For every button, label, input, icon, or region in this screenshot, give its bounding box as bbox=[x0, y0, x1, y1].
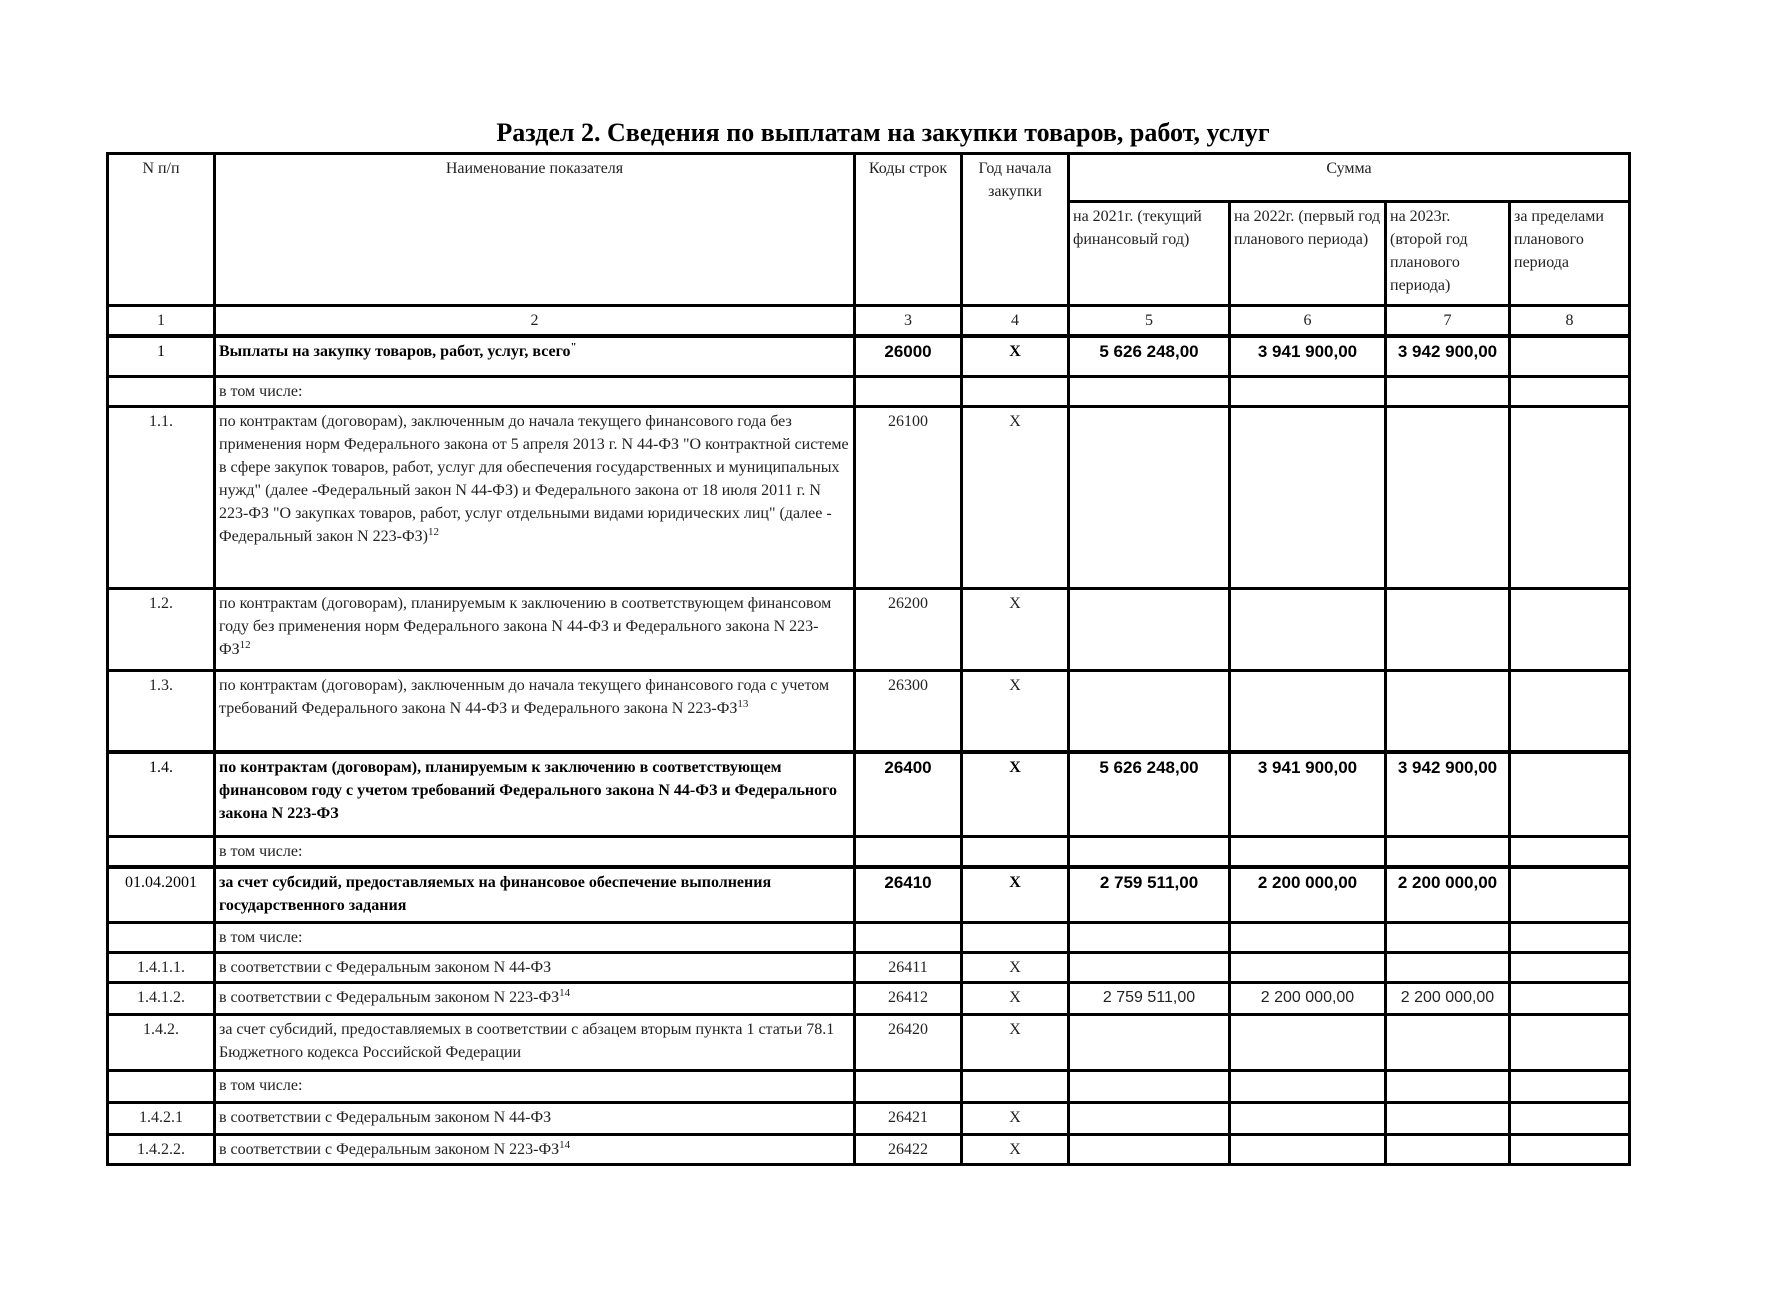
header-code: Коды строк bbox=[855, 154, 962, 306]
row-year: Х bbox=[962, 983, 1069, 1015]
row-name-text: в соответствии с Федеральным законом N 44-ФЗ bbox=[219, 1109, 552, 1126]
table-row bbox=[108, 1071, 1630, 1103]
row-name-text: в соответствии с Федеральным законом N 223-ФЗ bbox=[219, 989, 560, 1006]
row-name bbox=[215, 406, 855, 588]
row-number: 1.3. bbox=[108, 670, 215, 752]
row-name bbox=[215, 752, 855, 836]
row-year bbox=[962, 836, 1069, 867]
value-2021 bbox=[1069, 953, 1230, 983]
value-2021 bbox=[1069, 1015, 1230, 1071]
row-name bbox=[215, 588, 855, 670]
row-name bbox=[215, 336, 855, 376]
table-row bbox=[108, 836, 1630, 867]
row-year: Х bbox=[962, 588, 1069, 670]
table-row bbox=[108, 336, 1630, 376]
col-number: 7 bbox=[1386, 306, 1510, 337]
row-year: Х bbox=[962, 1103, 1069, 1135]
row-year bbox=[962, 923, 1069, 953]
value-2021 bbox=[1069, 1103, 1230, 1135]
value-2022 bbox=[1230, 923, 1386, 953]
value-2021: 5 626 248,00 bbox=[1069, 336, 1230, 376]
row-name bbox=[215, 1071, 855, 1103]
row-code: 26410 bbox=[855, 867, 962, 923]
value-2021: 2 759 511,00 bbox=[1069, 867, 1230, 923]
value-beyond bbox=[1510, 670, 1630, 752]
row-name-text: по контрактам (договорам), планируемым к заключению в соответствующем финансовом году с учетом требований Федерального закона N 44-ФЗ и Федерального закона N 223-ФЗ bbox=[219, 759, 837, 822]
row-name-text: по контрактам (договорам), заключенным до начала текущего финансового года без применения норм Федерального закона от 5 апреля 2013 г. N 44-ФЗ "О контрактной системе в сфере закупок товаров, работ, услуг для обеспечения государственных и муниципальных нужд" (далее -Федеральный закон N 44-ФЗ) и Федерального закона от 18 июля 2011 г. N 223-ФЗ "О закупках товаров, работ, услуг отдельными видами юридических лиц" (далее - Федеральный закон N 223-ФЗ) bbox=[219, 412, 849, 545]
row-name bbox=[215, 1103, 855, 1135]
col-number: 3 bbox=[855, 306, 962, 337]
table-row bbox=[108, 1015, 1630, 1071]
row-year: Х bbox=[962, 1135, 1069, 1165]
row-name-text: в том числе: bbox=[219, 929, 303, 946]
row-code: 26420 bbox=[855, 1015, 962, 1071]
row-code: 26422 bbox=[855, 1135, 962, 1165]
value-beyond bbox=[1510, 1103, 1630, 1135]
row-name bbox=[215, 1015, 855, 1071]
row-name-text: в соответствии с Федеральным законом N 223-ФЗ bbox=[219, 1141, 560, 1158]
table-row bbox=[108, 923, 1630, 953]
header-2021: на 2021г. (текущий финансовый год) bbox=[1069, 202, 1230, 306]
row-code: 26300 bbox=[855, 670, 962, 752]
row-number: 1.4.1.1. bbox=[108, 953, 215, 983]
value-beyond bbox=[1510, 983, 1630, 1015]
value-beyond bbox=[1510, 1135, 1630, 1165]
row-year: Х bbox=[962, 406, 1069, 588]
table-row bbox=[108, 953, 1630, 983]
value-2023 bbox=[1386, 1103, 1510, 1135]
table-row bbox=[108, 406, 1630, 588]
value-2022 bbox=[1230, 1071, 1386, 1103]
col-number: 2 bbox=[215, 306, 855, 337]
row-name-text: в том числе: bbox=[219, 842, 303, 860]
value-2023 bbox=[1386, 836, 1510, 867]
table-row bbox=[108, 983, 1630, 1015]
value-beyond bbox=[1510, 836, 1630, 867]
value-2022 bbox=[1230, 953, 1386, 983]
value-2023 bbox=[1386, 588, 1510, 670]
value-2023 bbox=[1386, 1015, 1510, 1071]
table-body bbox=[108, 336, 1630, 1165]
header-2022: на 2022г. (первый год планового периода) bbox=[1230, 202, 1386, 306]
row-name-text: Выплаты на закупку товаров, работ, услуг, всего bbox=[219, 343, 571, 360]
purchases-table bbox=[106, 152, 1631, 1166]
value-beyond bbox=[1510, 1015, 1630, 1071]
row-year: Х bbox=[962, 867, 1069, 923]
value-beyond bbox=[1510, 336, 1630, 376]
value-2022 bbox=[1230, 1015, 1386, 1071]
header-beyond: за пределами планового периода bbox=[1510, 202, 1630, 306]
value-2021 bbox=[1069, 1071, 1230, 1103]
row-year: Х bbox=[962, 1015, 1069, 1071]
row-number: 1.4.1.2. bbox=[108, 983, 215, 1015]
header-name: Наименование показателя bbox=[215, 154, 855, 306]
table-row bbox=[108, 376, 1630, 406]
footnote-marker: " bbox=[570, 341, 577, 353]
row-number: 1.4. bbox=[108, 752, 215, 836]
row-code bbox=[855, 836, 962, 867]
value-2021 bbox=[1069, 923, 1230, 953]
table-row bbox=[108, 670, 1630, 752]
value-2023 bbox=[1386, 376, 1510, 406]
row-name bbox=[215, 670, 855, 752]
header-sum: Сумма bbox=[1069, 154, 1630, 202]
row-number bbox=[108, 376, 215, 406]
row-number bbox=[108, 923, 215, 953]
value-beyond bbox=[1510, 376, 1630, 406]
footnote-marker: 14 bbox=[559, 987, 571, 999]
value-beyond bbox=[1510, 1071, 1630, 1103]
row-number: 1.4.2.1 bbox=[108, 1103, 215, 1135]
value-2022: 2 200 000,00 bbox=[1230, 867, 1386, 923]
footnote-marker: 12 bbox=[239, 638, 251, 651]
value-2021 bbox=[1069, 670, 1230, 752]
row-number: 1.4.2.2. bbox=[108, 1135, 215, 1165]
value-2022 bbox=[1230, 670, 1386, 752]
value-beyond bbox=[1510, 867, 1630, 923]
value-2021 bbox=[1069, 376, 1230, 406]
header-row bbox=[108, 154, 1630, 202]
row-code: 26421 bbox=[855, 1103, 962, 1135]
value-beyond bbox=[1510, 588, 1630, 670]
value-beyond bbox=[1510, 923, 1630, 953]
column-numbers-row bbox=[108, 306, 1630, 337]
table-row bbox=[108, 867, 1630, 923]
value-2021 bbox=[1069, 836, 1230, 867]
header-year: Год начала закупки bbox=[962, 154, 1069, 306]
row-name bbox=[215, 953, 855, 983]
value-2023 bbox=[1386, 406, 1510, 588]
footnote-marker: 13 bbox=[737, 697, 749, 710]
row-number bbox=[108, 836, 215, 867]
value-2023 bbox=[1386, 923, 1510, 953]
value-beyond bbox=[1510, 406, 1630, 588]
row-year: Х bbox=[962, 953, 1069, 983]
row-name bbox=[215, 923, 855, 953]
row-year bbox=[962, 376, 1069, 406]
table-row bbox=[108, 588, 1630, 670]
header-num: N п/п bbox=[108, 154, 215, 306]
row-name-text: в соответствии с Федеральным законом N 44-ФЗ bbox=[219, 959, 552, 976]
row-name-text: в том числе: bbox=[219, 1077, 303, 1094]
value-2022: 3 941 900,00 bbox=[1230, 336, 1386, 376]
row-code: 26411 bbox=[855, 953, 962, 983]
row-number: 1 bbox=[108, 336, 215, 376]
value-2023 bbox=[1386, 1071, 1510, 1103]
table-row bbox=[108, 1135, 1630, 1165]
value-2023: 3 942 900,00 bbox=[1386, 752, 1510, 836]
table-row bbox=[108, 752, 1630, 836]
row-code: 26200 bbox=[855, 588, 962, 670]
value-2022 bbox=[1230, 1103, 1386, 1135]
value-2021: 5 626 248,00 bbox=[1069, 752, 1230, 836]
page-title: Раздел 2. Сведения по выплатам на закупки товаров, работ, услуг bbox=[496, 118, 1270, 147]
value-2023 bbox=[1386, 670, 1510, 752]
value-2022: 3 941 900,00 bbox=[1230, 752, 1386, 836]
row-year: Х bbox=[962, 336, 1069, 376]
footnote-marker: 12 bbox=[427, 525, 439, 538]
row-name bbox=[215, 376, 855, 406]
value-2023 bbox=[1386, 1135, 1510, 1165]
value-2021 bbox=[1069, 1135, 1230, 1165]
value-2022: 2 200 000,00 bbox=[1230, 983, 1386, 1015]
col-number: 5 bbox=[1069, 306, 1230, 337]
row-code: 26000 bbox=[855, 336, 962, 376]
row-name-text: в том числе: bbox=[219, 382, 303, 400]
row-code bbox=[855, 1071, 962, 1103]
value-2022 bbox=[1230, 836, 1386, 867]
value-2021: 2 759 511,00 bbox=[1069, 983, 1230, 1015]
row-name-text: по контрактам (договорам), планируемым к заключению в соответствующем финансовом году без применения норм Федерального закона N 44-ФЗ и Федерального закона N 223-ФЗ bbox=[219, 594, 832, 658]
value-2022 bbox=[1230, 1135, 1386, 1165]
row-name-text: за счет субсидий, предоставляемых в соответствии с абзацем вторым пункта 1 статьи 78.1 Бюджетного кодекса Российской Федерации bbox=[219, 1021, 835, 1061]
row-code: 26400 bbox=[855, 752, 962, 836]
value-beyond bbox=[1510, 752, 1630, 836]
row-number: 01.04.2001 bbox=[108, 867, 215, 923]
value-2023: 3 942 900,00 bbox=[1386, 336, 1510, 376]
col-number: 8 bbox=[1510, 306, 1630, 337]
value-2023 bbox=[1386, 953, 1510, 983]
header-2023: на 2023г. (второй год планового периода) bbox=[1386, 202, 1510, 306]
col-number: 6 bbox=[1230, 306, 1386, 337]
row-number bbox=[108, 1071, 215, 1103]
value-2021 bbox=[1069, 588, 1230, 670]
row-year bbox=[962, 1071, 1069, 1103]
row-name bbox=[215, 983, 855, 1015]
row-name-text: за счет субсидий, предоставляемых на финансовое обеспечение выполнения государственного задания bbox=[219, 873, 772, 914]
col-number: 1 bbox=[108, 306, 215, 337]
row-code: 26412 bbox=[855, 983, 962, 1015]
row-number: 1.1. bbox=[108, 406, 215, 588]
value-2023: 2 200 000,00 bbox=[1386, 983, 1510, 1015]
row-number: 1.4.2. bbox=[108, 1015, 215, 1071]
table-row bbox=[108, 1103, 1630, 1135]
value-2022 bbox=[1230, 406, 1386, 588]
row-number: 1.2. bbox=[108, 588, 215, 670]
row-name bbox=[215, 1135, 855, 1165]
value-2021 bbox=[1069, 406, 1230, 588]
row-code bbox=[855, 923, 962, 953]
row-name-text: по контрактам (договорам), заключенным до начала текущего финансового года с учетом требований Федерального закона N 44-ФЗ и Федерального закона N 223-ФЗ bbox=[219, 676, 830, 717]
value-2022 bbox=[1230, 376, 1386, 406]
row-year: Х bbox=[962, 752, 1069, 836]
value-2023: 2 200 000,00 bbox=[1386, 867, 1510, 923]
footnote-marker: 14 bbox=[559, 1139, 571, 1151]
row-name bbox=[215, 867, 855, 923]
col-number: 4 bbox=[962, 306, 1069, 337]
value-beyond bbox=[1510, 953, 1630, 983]
row-code: 26100 bbox=[855, 406, 962, 588]
value-2022 bbox=[1230, 588, 1386, 670]
row-year: Х bbox=[962, 670, 1069, 752]
row-name bbox=[215, 836, 855, 867]
row-code bbox=[855, 376, 962, 406]
